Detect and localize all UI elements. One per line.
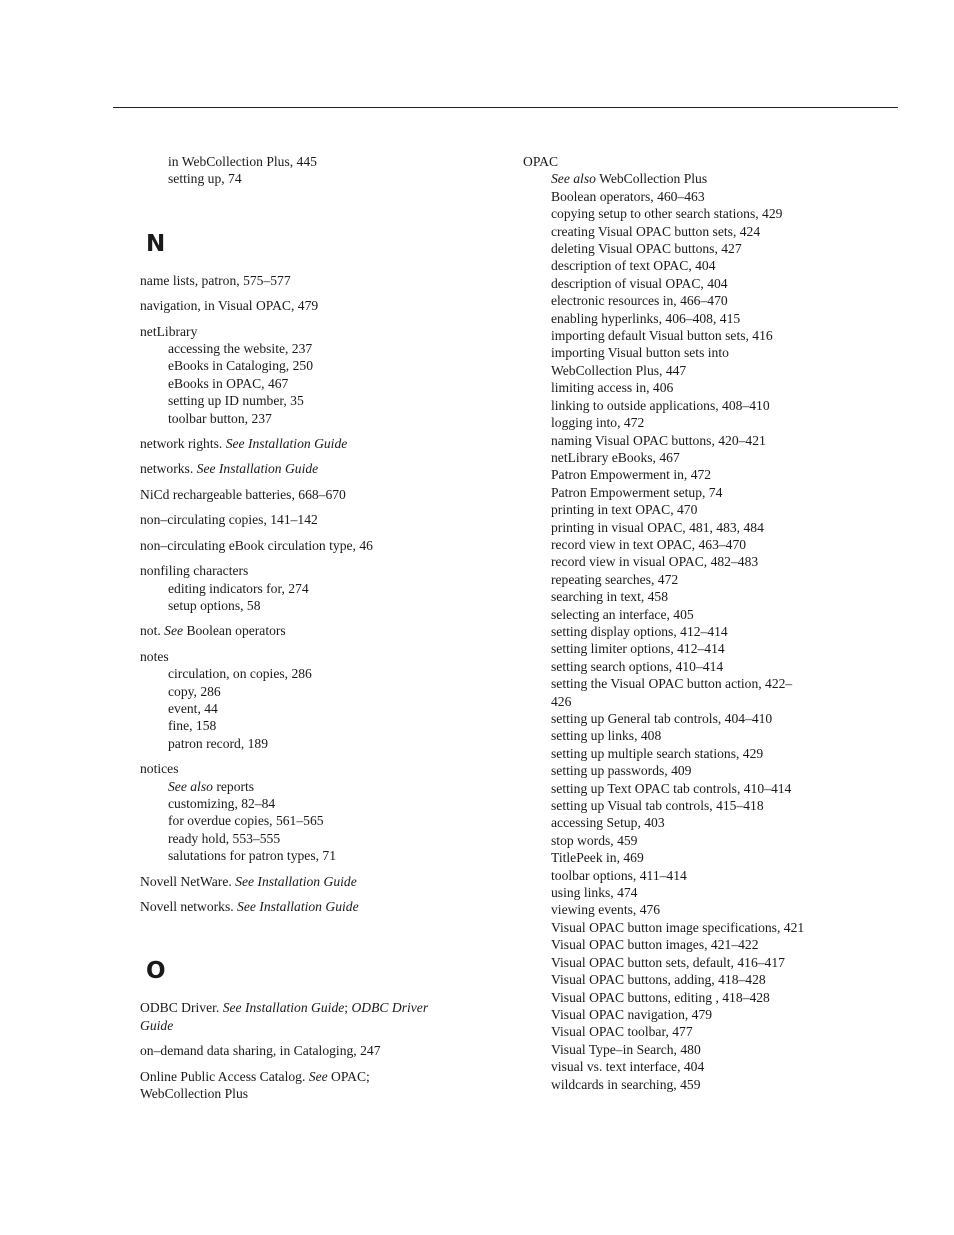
opac-subentries bbox=[523, 188, 903, 1093]
cross-reference: See Installation Guide bbox=[225, 436, 348, 452]
index-entry: name lists, patron, 575–577 bbox=[140, 272, 291, 288]
index-subentry: naming Visual OPAC buttons, 420–421 bbox=[551, 432, 766, 448]
index-subentry: for overdue copies, 561–565 bbox=[168, 813, 324, 829]
index-entry-heading: OPAC bbox=[523, 154, 559, 169]
index-entry: Novell NetWare. See Installation Guide bbox=[140, 873, 357, 889]
index-entry: netLibrary accessing the website, 237 eBooks in Cataloging, 250 eBooks in OPAC, 467 setting up ID number, 35 toolbar button, 237 bbox=[140, 323, 500, 427]
index-subentry: in WebCollection Plus, 445 bbox=[168, 154, 317, 169]
index-subentry: logging into, 472 bbox=[551, 415, 645, 431]
index-subentry: enabling hyperlinks, 406–408, 415 bbox=[551, 310, 741, 326]
index-subentry: setting limiter options, 412–414 bbox=[551, 641, 725, 657]
cross-reference: See also bbox=[168, 778, 213, 794]
index-subentry: Visual OPAC navigation, 479 bbox=[551, 1006, 713, 1022]
index-subentry: setting up General tab controls, 404–410 bbox=[551, 711, 773, 726]
index-subentry: electronic resources in, 466–470 bbox=[551, 293, 728, 309]
index-subentry: event, 44 bbox=[168, 700, 218, 716]
index-entry: network rights. See Installation Guide bbox=[140, 436, 348, 452]
index-subentry: Patron Empowerment in, 472 bbox=[551, 467, 712, 483]
cross-reference: See bbox=[164, 623, 184, 639]
index-subentry: Visual OPAC toolbar, 477 bbox=[551, 1024, 693, 1040]
index-subentry: importing Visual button sets into WebCollection Plus, 447 bbox=[551, 345, 729, 378]
index-entry: non–circulating eBook circulation type, 46 bbox=[140, 537, 373, 553]
cross-reference: ODBC Driver Guide bbox=[140, 1000, 429, 1033]
index-subentry: setting the Visual OPAC button action, 422–426 bbox=[551, 676, 793, 709]
index-subentry: searching in text, 458 bbox=[551, 589, 669, 605]
index-subentry: setting up ID number, 35 bbox=[168, 393, 304, 409]
index-subentry: linking to outside applications, 408–410 bbox=[551, 397, 770, 413]
index-subentry: visual vs. text interface, 404 bbox=[551, 1059, 705, 1075]
index-subentry: repeating searches, 472 bbox=[551, 571, 679, 587]
index-subentry: See also reports bbox=[168, 778, 255, 794]
cross-reference: See Installation Guide bbox=[222, 1000, 345, 1016]
index-entry: Online Public Access Catalog. See OPAC; WebCollection Plus bbox=[140, 1068, 370, 1102]
cross-reference: See also bbox=[551, 171, 596, 187]
index-subentry: wildcards in searching, 459 bbox=[551, 1076, 701, 1092]
index-column-left bbox=[140, 153, 500, 1110]
index-subentry: netLibrary eBooks, 467 bbox=[551, 449, 680, 465]
cross-reference: See Installation Guide bbox=[237, 899, 359, 914]
index-column-right bbox=[523, 153, 903, 1093]
index-subentry: accessing the website, 237 bbox=[168, 341, 313, 357]
index-subentry: accessing Setup, 403 bbox=[551, 815, 665, 831]
index-entry: not. See Boolean operators bbox=[140, 623, 286, 639]
index-subentry: printing in text OPAC, 470 bbox=[551, 502, 698, 518]
index-subentry: Visual OPAC button sets, default, 416–417 bbox=[551, 954, 785, 970]
index-subentry: importing default Visual button sets, 416 bbox=[551, 328, 773, 344]
index-entry: navigation, in Visual OPAC, 479 bbox=[140, 298, 319, 314]
index-subentry: setting up Text OPAC tab controls, 410–414 bbox=[551, 780, 792, 796]
index-subentry: Visual Type–in Search, 480 bbox=[551, 1041, 701, 1057]
index-subentry: selecting an interface, 405 bbox=[551, 606, 694, 622]
index-subentry: TitlePeek in, 469 bbox=[551, 850, 644, 866]
index-subentry: printing in visual OPAC, 481, 483, 484 bbox=[551, 519, 764, 535]
section-letter-o: O bbox=[146, 958, 166, 985]
index-subentry: setup options, 58 bbox=[168, 597, 261, 613]
cross-reference: See Installation Guide bbox=[235, 873, 357, 889]
index-subentry: limiting access in, 406 bbox=[551, 380, 674, 396]
index-subentry: copying setup to other search stations, 429 bbox=[551, 206, 783, 222]
index-subentry: toolbar button, 237 bbox=[168, 410, 272, 426]
index-subentry: creating Visual OPAC button sets, 424 bbox=[551, 223, 761, 239]
index-subentry: using links, 474 bbox=[551, 885, 638, 901]
index-subentry: record view in visual OPAC, 482–483 bbox=[551, 554, 759, 570]
index-subentry: patron record, 189 bbox=[168, 735, 269, 751]
index-entry: NiCd rechargeable batteries, 668–670 bbox=[140, 486, 346, 502]
index-subentry: Visual OPAC buttons, adding, 418–428 bbox=[551, 972, 766, 988]
index-subentry: eBooks in OPAC, 467 bbox=[168, 375, 289, 391]
index-subentry: editing indicators for, 274 bbox=[168, 580, 309, 596]
index-entry: notes circulation, on copies, 286 copy, 286 event, 44 fine, 158 patron record, 189 bbox=[140, 648, 500, 752]
index-subentry: description of visual OPAC, 404 bbox=[551, 275, 728, 291]
index-entry: on–demand data sharing, in Cataloging, 247 bbox=[140, 1043, 381, 1059]
index-subentry: salutations for patron types, 71 bbox=[168, 848, 337, 864]
index-subentry: customizing, 82–84 bbox=[168, 795, 276, 811]
header-rule bbox=[113, 107, 898, 108]
continued-entry bbox=[140, 153, 500, 188]
index-subentry: setting up, 74 bbox=[168, 171, 242, 187]
index-subentry: See also WebCollection Plus bbox=[551, 171, 708, 187]
index-subentry: setting display options, 412–414 bbox=[551, 623, 728, 639]
index-subentry: description of text OPAC, 404 bbox=[551, 258, 716, 274]
index-entry: non–circulating copies, 141–142 bbox=[140, 512, 318, 528]
index-subentry: viewing events, 476 bbox=[551, 902, 661, 918]
cross-reference: See bbox=[308, 1068, 328, 1084]
index-entry: ODBC Driver. See Installation Guide; ODBC Driver Guide bbox=[140, 1000, 429, 1033]
index-entry: notices See also reports customizing, 82–84 for overdue copies, 561–565 ready hold, 553–555 salutations for patron types, 71 bbox=[140, 760, 500, 864]
index-subentry: eBooks in Cataloging, 250 bbox=[168, 358, 313, 374]
index-subentry: deleting Visual OPAC buttons, 427 bbox=[551, 241, 742, 257]
index-subentry: Visual OPAC button images, 421–422 bbox=[551, 937, 759, 953]
index-entry: Novell networks. See Installation Guide bbox=[140, 899, 359, 914]
index-subentry: setting up links, 408 bbox=[551, 728, 662, 744]
cross-reference: See Installation Guide bbox=[196, 461, 319, 477]
index-subentry: Visual OPAC button image specifications, 421 bbox=[551, 919, 805, 935]
index-subentry: setting up multiple search stations, 429 bbox=[551, 745, 764, 761]
index-subentry: Visual OPAC buttons, editing , 418–428 bbox=[551, 989, 770, 1005]
index-subentry: record view in text OPAC, 463–470 bbox=[551, 536, 747, 552]
index-subentry: copy, 286 bbox=[168, 683, 221, 699]
index-subentry: ready hold, 553–555 bbox=[168, 830, 281, 846]
section-letter-n: N bbox=[146, 230, 166, 257]
index-subentry: setting search options, 410–414 bbox=[551, 658, 724, 674]
index-subentry: Patron Empowerment setup, 74 bbox=[551, 484, 723, 500]
index-subentry: circulation, on copies, 286 bbox=[168, 666, 312, 682]
index-entry: networks. See Installation Guide bbox=[140, 461, 319, 477]
index-subentry: stop words, 459 bbox=[551, 832, 638, 848]
index-subentry: toolbar options, 411–414 bbox=[551, 867, 687, 883]
index-entry: nonfiling characters editing indicators for, 274 setup options, 58 bbox=[140, 562, 500, 614]
index-subentry: setting up Visual tab controls, 415–418 bbox=[551, 798, 764, 814]
index-subentry: Boolean operators, 460–463 bbox=[551, 188, 705, 204]
index-subentry: fine, 158 bbox=[168, 718, 217, 734]
index-subentry: setting up passwords, 409 bbox=[551, 763, 692, 779]
